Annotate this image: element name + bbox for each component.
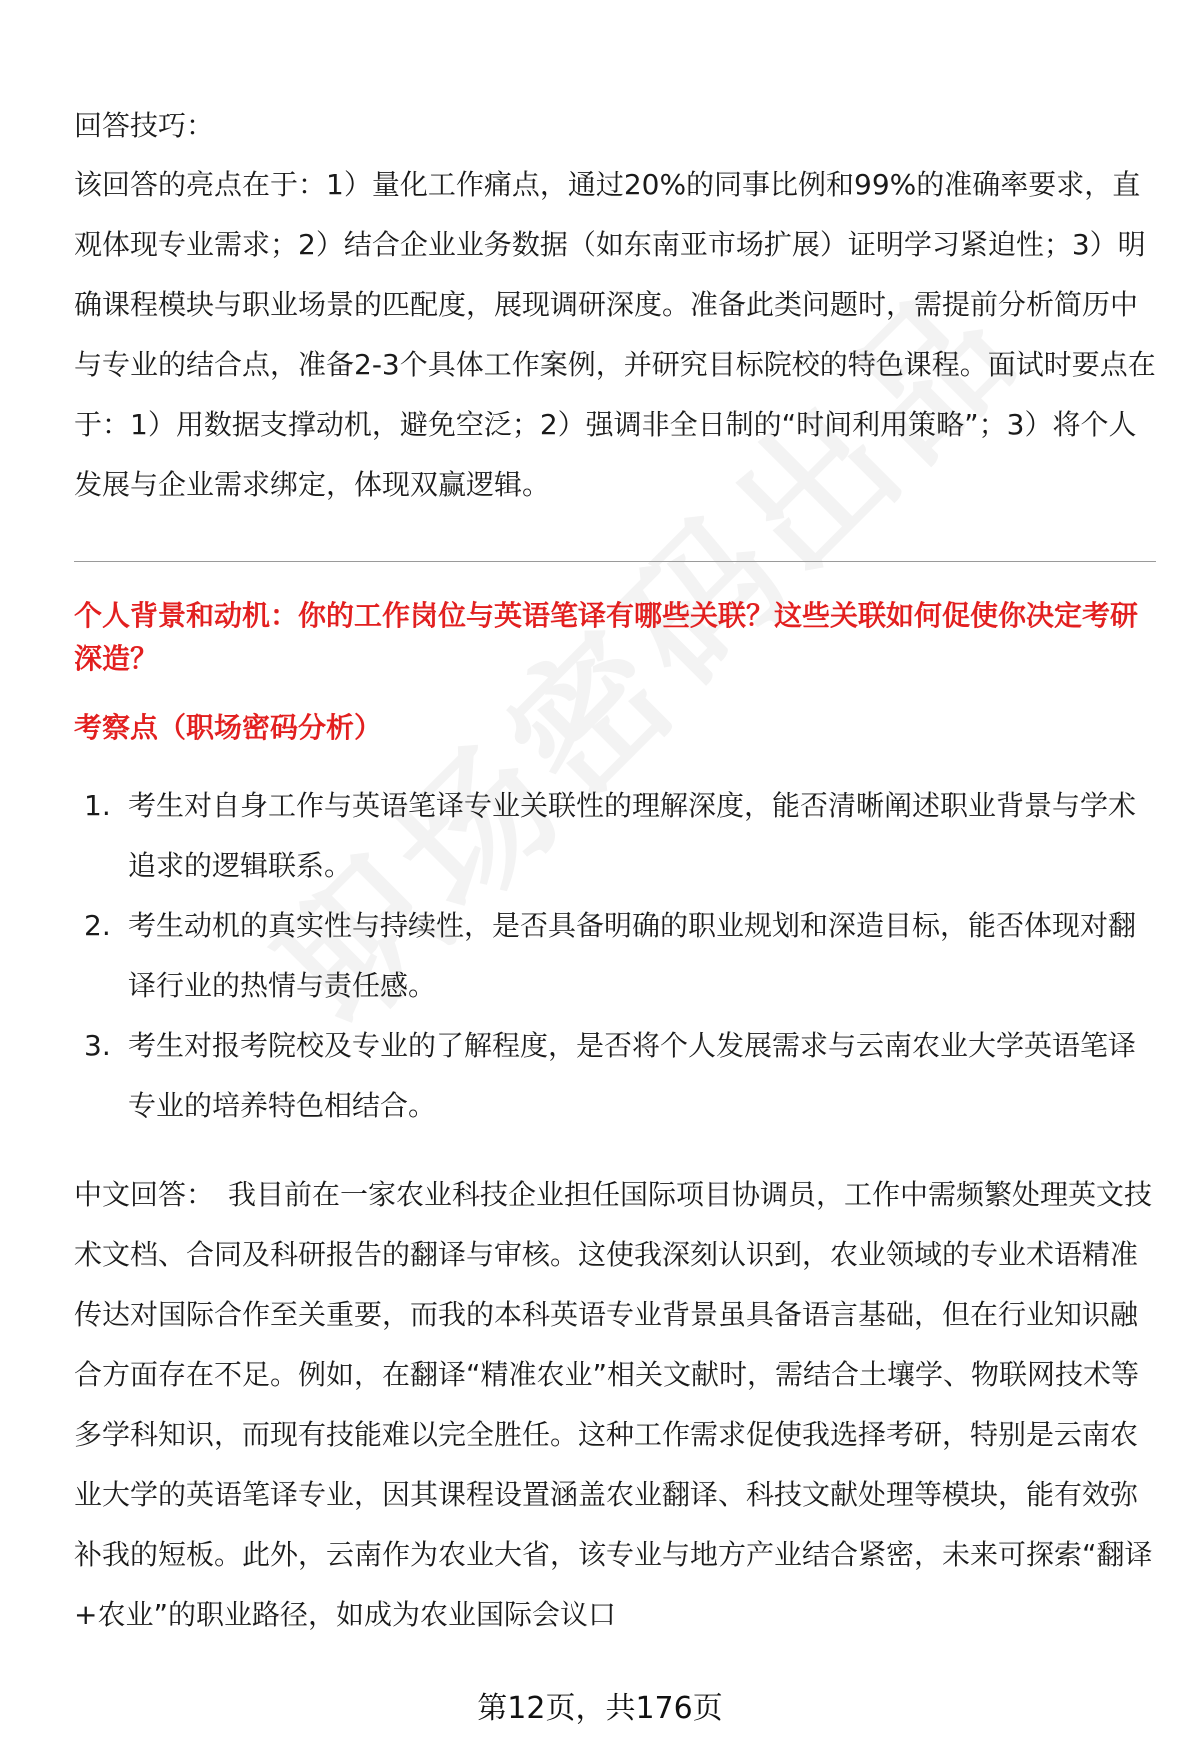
list-item-number: 2.	[84, 909, 111, 942]
list-item	[74, 1016, 1156, 1136]
list-item	[74, 776, 1156, 896]
list-item-number: 1.	[84, 789, 111, 822]
list-item-text: 考生动机的真实性与持续性，是否具备明确的职业规划和深造目标，能否体现对翻译行业的热情与责任感。	[128, 909, 1137, 1002]
list-item	[74, 896, 1156, 1016]
assessment-points-heading	[74, 706, 1156, 749]
list-item-text: 考生对自身工作与英语笔译专业关联性的理解深度，能否清晰阐述职业背景与学术追求的逻辑联系。	[128, 789, 1137, 882]
list-item-number: 3.	[84, 1029, 111, 1062]
tips-title-text: 回答技巧：	[74, 109, 215, 142]
section-divider	[74, 561, 1156, 562]
tips-section-body	[74, 155, 1156, 515]
answer-body: 我目前在一家农业科技企业担任国际项目协调员，工作中需频繁处理英文技术文档、合同及科研报告的翻译与审核。这使我深刻认识到，农业领域的专业术语精准传达对国际合作至关重要，而我的本科英语专业背景虽具备语言基础，但在行业知识融合方面存在不足。例如，在翻译“精准农业”相关文献时，需结合土壤学、物联网技术等多学科知识，而现有技能难以完全胜任。这种工作需求促使我选择考研，特别是云南农业大学的英语笔译专业，因其课程设置涵盖农业翻译、科技文献处理等模块，能有效弥补我的短板。此外，云南作为农业大省，该专业与地方产业结合紧密，未来可探索“翻译+农业”的职业路径，如成为农业国际会议口	[74, 1178, 1153, 1631]
chinese-answer-section	[74, 1165, 1156, 1645]
list-item-text: 考生对报考院校及专业的了解程度，是否将个人发展需求与云南农业大学英语笔译专业的培养特色相结合。	[128, 1029, 1137, 1122]
assessment-points-title: 考察点（职场密码分析）	[74, 711, 383, 744]
tips-body-text: 该回答的亮点在于：1）量化工作痛点，通过20%的同事比例和99%的准确率要求，直观体现专业需求；2）结合企业业务数据（如东南亚市场扩展）证明学习紧迫性；3）明确课程模块与职业场景的匹配度，展现调研深度。准备此类问题时，需提前分析简历中与专业的结合点，准备2-3个具体工作案例，并研究目标院校的特色课程。面试时要点在于：1）用数据支撑动机，避免空泛；2）强调非全日制的“时间利用策略”；3）将个人发展与企业需求绑定，体现双赢逻辑。	[74, 168, 1156, 501]
tips-section-title	[74, 96, 1156, 156]
answer-label: 中文回答：	[74, 1178, 215, 1211]
question-heading	[74, 594, 1156, 680]
assessment-points-list	[74, 776, 1156, 1136]
answer-paragraph	[74, 1165, 1156, 1645]
page-number-footer: 第12页，共176页	[477, 1691, 723, 1726]
question-title-text: 个人背景和动机：你的工作岗位与英语笔译有哪些关联？这些关联如何促使你决定考研深造？	[74, 599, 1139, 675]
